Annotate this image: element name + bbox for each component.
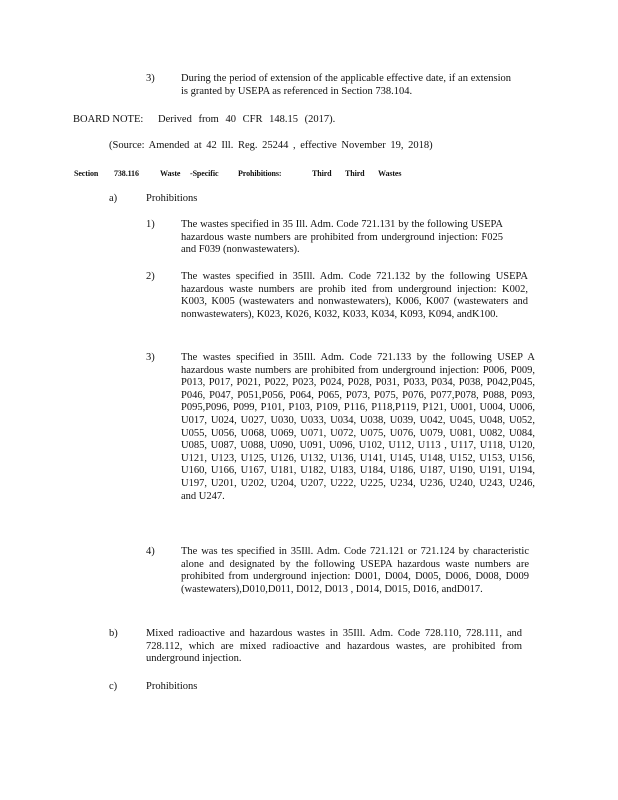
section-title-word: Waste — [160, 169, 181, 178]
section-number: 738.116 — [114, 169, 139, 178]
source-note: (Source: Amended at 42 Ill. Reg. 25244 , effective November 19, 2018) — [109, 140, 433, 151]
section-label: Section — [74, 169, 99, 178]
subsection-letter: b) — [109, 628, 118, 639]
section-title-word: Third — [312, 169, 332, 178]
section-title-word: -Specific — [190, 169, 219, 178]
item-number: 2) — [146, 271, 155, 282]
item-number: 3) — [146, 352, 155, 363]
section-title-word: Prohibitions: — [238, 169, 282, 178]
item-number: 3) — [146, 73, 155, 84]
paragraph-text: Mixed radioactive and hazardous wastes in 35Ill. Adm. Code 728.110, 728.111, and 728.112, which are mixed radioactive and hazardous wastes, are prohibited from underground injection. — [146, 628, 522, 665]
item-number: 4) — [146, 546, 155, 557]
section-heading — [0, 168, 618, 180]
section-title-word: Third — [345, 169, 365, 178]
paragraph-text: The wastes specified in 35 Ill. Adm. Code 721.131 by the following USEPA hazardous waste numbers are prohibited from underground injection: F025 and F039 (nonwastewaters). — [181, 219, 503, 256]
paragraph-text: The wastes specified in 35Ill. Adm. Code 721.132 by the following USEPA hazardous waste numbers are prohib ited from underground injection: K002, K003, K005 (wastewaters and nonwastewaters), K006, K007 (wastewaters and nonwastewaters), K023, K026, K032, K033, K034, K093, K094, andK100. — [181, 271, 528, 320]
item-number: 1) — [146, 219, 155, 230]
board-note-label: BOARD NOTE: — [73, 114, 144, 125]
subsection-title: Prohibitions — [146, 681, 198, 692]
section-title-word: Wastes — [378, 169, 402, 178]
subsection-title: Prohibitions — [146, 193, 198, 204]
paragraph-text: During the period of extension of the applicable effective date, if an extension is granted by USEPA as referenced in Section 738.104. — [181, 73, 511, 97]
subsection-letter: c) — [109, 681, 118, 692]
subsection-letter: a) — [109, 193, 118, 204]
board-note-text: Derived from 40 CFR 148.15 (2017). — [158, 114, 336, 125]
paragraph-text: The was tes specified in 35Ill. Adm. Code 721.121 or 721.124 by characteristic alone and designated by the following USEPA hazardous waste numbers are prohibited from underground injection: D001, D004, D005, D006, D008, D009 (wastewaters),D010,D011, D012, D013 , D014, D015, D016, andD017. — [181, 546, 529, 595]
paragraph-text: The wastes specified in 35Ill. Adm. Code 721.133 by the following USEP A hazardous waste numbers are prohibited from underground injection: P006, P009, P013, P017, P021, P022, P023, P024, P028, P031, P033, P034, P038, P042,P045, P046, P047, P051,P056, P064, P065, P073, P075, P076, P077,P078, P088, P093, P095,P096, P099, P101, P103, P109, P116, P118,P119, P121, U001, U004, U006, U017, U024, U027, U030, U033, U034, U038, U039, U042, U045, U048, U052, U055, U056, U068, U069, U071, U072, U075, U076, U079, U081, U082, U084, U085, U087, U088, U090, U091, U096, U102, U112, U113 , U117, U118, U120, U121, U123, U125, U126, U132, U136, U141, U145, U148, U152, U153, U156, U160, U166, U167, U181, U182, U183, U184, U186, U187, U190, U191, U194, U197, U201, U202, U204, U207, U222, U225, U234, U236, U240, U243, U246, and U247. — [181, 352, 535, 502]
